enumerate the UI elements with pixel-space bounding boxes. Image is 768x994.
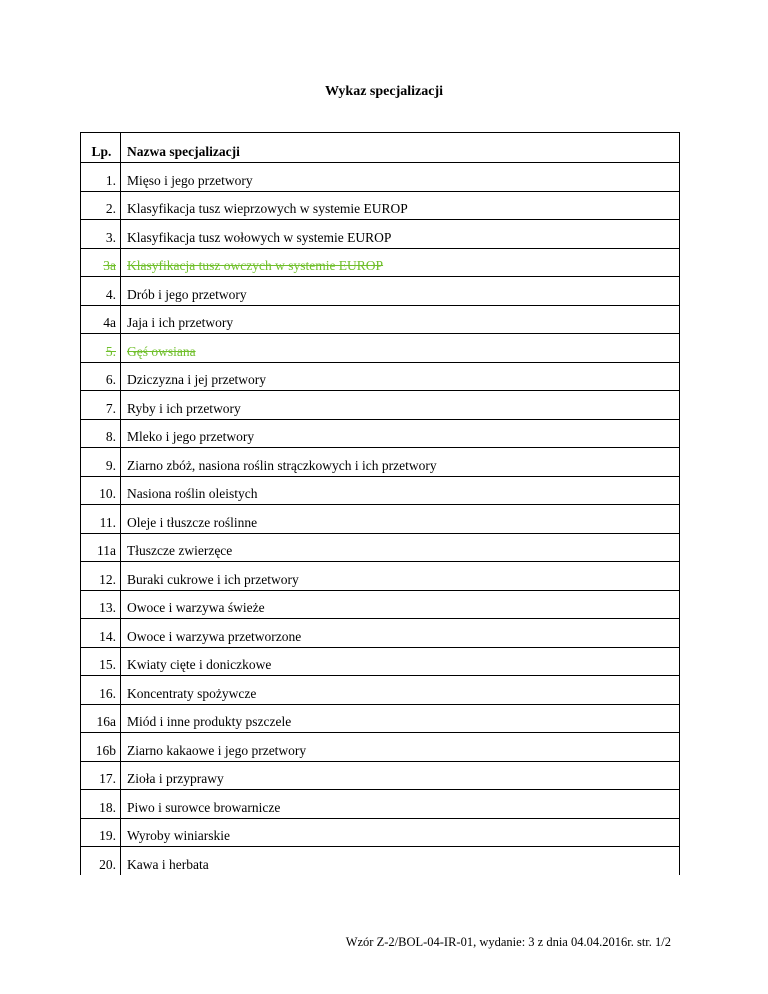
row-lp: 19. xyxy=(81,818,121,847)
row-name: Buraki cukrowe i ich przetwory xyxy=(121,562,680,591)
row-lp: 2. xyxy=(81,191,121,220)
table-row xyxy=(81,334,680,363)
row-name: Klasyfikacja tusz wieprzowych w systemie EUROP xyxy=(121,191,680,220)
row-name: Miód i inne produkty pszczele xyxy=(121,704,680,733)
table-row xyxy=(81,647,680,676)
table-row xyxy=(81,818,680,847)
row-lp: 14. xyxy=(81,619,121,648)
table-row xyxy=(81,248,680,277)
row-name: Ziarno zbóż, nasiona roślin strączkowych i ich przetwory xyxy=(121,448,680,477)
table-row xyxy=(81,191,680,220)
row-name: Dziczyzna i jej przetwory xyxy=(121,362,680,391)
header-lp: Lp. xyxy=(81,133,121,163)
table-row xyxy=(81,847,680,876)
row-lp: 20. xyxy=(81,847,121,876)
table-row xyxy=(81,761,680,790)
footer-document-info: Wzór Z-2/BOL-04-IR-01, wydanie: 3 z dnia 04.04.2016r. str. 1/2 xyxy=(345,935,671,949)
row-lp: 16. xyxy=(81,676,121,705)
row-name: Ziarno kakaowe i jego przetwory xyxy=(121,733,680,762)
table-row xyxy=(81,562,680,591)
table-row xyxy=(81,419,680,448)
row-name: Kwiaty cięte i doniczkowe xyxy=(121,647,680,676)
table-row xyxy=(81,391,680,420)
row-lp: 1. xyxy=(81,163,121,192)
row-name: Oleje i tłuszcze roślinne xyxy=(121,505,680,534)
table-header-row xyxy=(81,133,680,163)
table-row xyxy=(81,619,680,648)
table-row xyxy=(81,163,680,192)
table-row xyxy=(81,676,680,705)
table-row xyxy=(81,733,680,762)
row-lp: 10. xyxy=(81,476,121,505)
table-row xyxy=(81,220,680,249)
row-lp: 5. xyxy=(81,334,121,363)
row-lp: 18. xyxy=(81,790,121,819)
row-lp: 11. xyxy=(81,505,121,534)
row-lp: 16b xyxy=(81,733,121,762)
table-row xyxy=(81,790,680,819)
table-row xyxy=(81,305,680,334)
table-row xyxy=(81,590,680,619)
row-lp: 16a xyxy=(81,704,121,733)
table-row xyxy=(81,476,680,505)
row-name: Mięso i jego przetwory xyxy=(121,163,680,192)
table-row xyxy=(81,448,680,477)
row-name: Mleko i jego przetwory xyxy=(121,419,680,448)
row-name: Ryby i ich przetwory xyxy=(121,391,680,420)
row-lp: 12. xyxy=(81,562,121,591)
row-lp: 4. xyxy=(81,277,121,306)
row-name: Kawa i herbata xyxy=(121,847,680,876)
row-name: Tłuszcze zwierzęce xyxy=(121,533,680,562)
table-row xyxy=(81,505,680,534)
page-title: Wykaz specjalizacji xyxy=(324,84,444,99)
row-lp: 17. xyxy=(81,761,121,790)
table-row xyxy=(81,277,680,306)
row-lp: 8. xyxy=(81,419,121,448)
row-lp: 11a xyxy=(81,533,121,562)
table-row xyxy=(81,704,680,733)
row-name: Drób i jego przetwory xyxy=(121,277,680,306)
table-row xyxy=(81,533,680,562)
row-lp: 7. xyxy=(81,391,121,420)
row-name: Koncentraty spożywcze xyxy=(121,676,680,705)
row-name: Nasiona roślin oleistych xyxy=(121,476,680,505)
row-name: Klasyfikacja tusz wołowych w systemie EUROP xyxy=(121,220,680,249)
row-name: Gęś owsiana xyxy=(121,334,680,363)
row-lp: 4a xyxy=(81,305,121,334)
row-name: Zioła i przyprawy xyxy=(121,761,680,790)
row-lp: 3a xyxy=(81,248,121,277)
row-lp: 9. xyxy=(81,448,121,477)
row-name: Owoce i warzywa świeże xyxy=(121,590,680,619)
row-lp: 3. xyxy=(81,220,121,249)
table-row xyxy=(81,362,680,391)
row-lp: 15. xyxy=(81,647,121,676)
header-name: Nazwa specjalizacji xyxy=(121,133,680,163)
specializations-table xyxy=(80,132,680,875)
row-lp: 13. xyxy=(81,590,121,619)
row-name: Klasyfikacja tusz owczych w systemie EUROP xyxy=(121,248,680,277)
row-name: Jaja i ich przetwory xyxy=(121,305,680,334)
row-name: Wyroby winiarskie xyxy=(121,818,680,847)
row-name: Piwo i surowce browarnicze xyxy=(121,790,680,819)
row-name: Owoce i warzywa przetworzone xyxy=(121,619,680,648)
row-lp: 6. xyxy=(81,362,121,391)
